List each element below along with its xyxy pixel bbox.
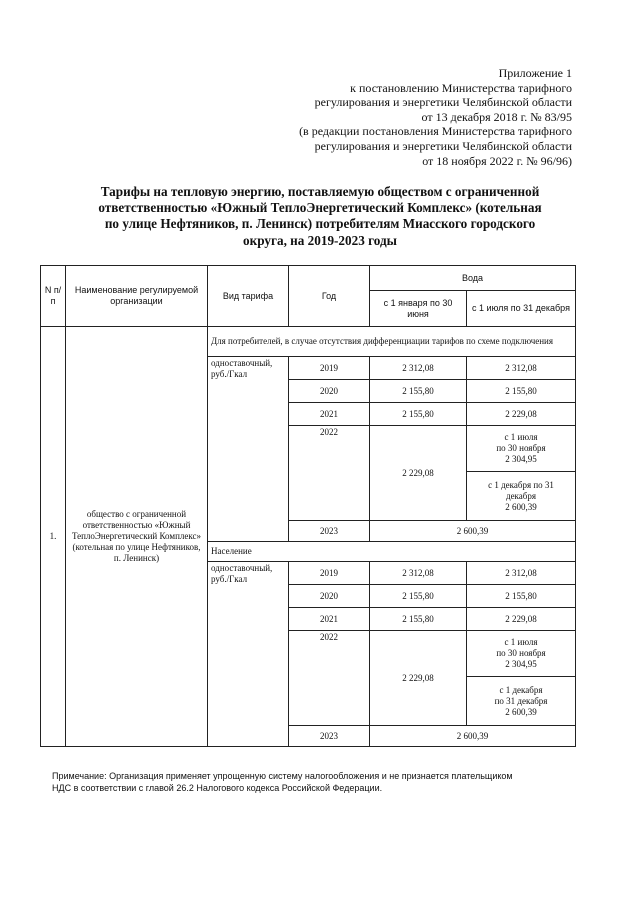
year-cell: 2021 — [289, 403, 370, 426]
value-cell-split — [467, 472, 576, 521]
value-cell: 2 600,39 — [370, 726, 576, 747]
title-line: Тарифы на тепловую энергию, поставляемую обществом с ограниченной — [100, 184, 540, 199]
period-value: 2 600,39 — [505, 706, 537, 717]
year-cell: 2021 — [289, 608, 370, 631]
table-row — [41, 327, 576, 357]
section-heading: Население — [208, 542, 576, 562]
value-cell: 2 155,80 — [467, 380, 576, 403]
table-header-row — [41, 266, 576, 291]
year-cell: 2019 — [289, 562, 370, 585]
title-line: по улице Нефтяников, п. Ленинск) потребителям Миасского городского — [104, 216, 536, 232]
col-header-water: Вода — [370, 266, 576, 291]
year-cell: 2022 — [289, 631, 370, 726]
footnote-line: НДС в соответствии с главой 26.2 Налогового кодекса Российской Федерации. — [52, 782, 383, 793]
appendix-header — [272, 66, 572, 168]
tariff-table — [40, 265, 576, 747]
period-label: с 1 декабря по 31 — [488, 479, 554, 490]
value-cell-split — [467, 677, 576, 726]
year-cell: 2020 — [289, 585, 370, 608]
period-label: с 1 июля — [504, 637, 538, 647]
value-cell: 2 155,80 — [370, 608, 467, 631]
value-cell-split — [467, 426, 576, 472]
value-cell: 2 229,08 — [370, 631, 467, 726]
value-cell: 2 229,08 — [467, 608, 576, 631]
footnote — [52, 771, 582, 794]
title-line: ответственностью «Южный ТеплоЭнергетический Комплекс» (котельная — [98, 200, 542, 216]
value-cell: 2 312,08 — [370, 357, 467, 380]
value-cell-split — [467, 631, 576, 677]
header-line: Приложение 1 — [498, 66, 572, 80]
header-line: от 13 декабря 2018 г. № 83/95 — [421, 109, 572, 124]
section-heading: Для потребителей, в случае отсутствия дифференциации тарифов по схеме подключения — [208, 327, 576, 357]
value-cell: 2 155,80 — [370, 585, 467, 608]
value-cell: 2 155,80 — [370, 403, 467, 426]
row-number: 1. — [41, 327, 66, 747]
col-header-second-half: с 1 июля по 31 декабря — [467, 291, 576, 327]
col-header-tariff-type: Вид тарифа — [208, 266, 289, 327]
tariff-type: одноставочный, руб./Гкал — [208, 562, 289, 747]
col-header-year: Год — [289, 266, 370, 327]
value-cell: 2 600,39 — [370, 521, 576, 542]
year-cell: 2023 — [289, 521, 370, 542]
header-line: регулирования и энергетики Челябинской области — [314, 95, 572, 110]
year-cell: 2020 — [289, 380, 370, 403]
period-value: 2 600,39 — [505, 501, 537, 512]
value-cell: 2 312,08 — [467, 357, 576, 380]
period-label: с 1 декабря — [499, 684, 543, 695]
header-line: регулирования и энергетики Челябинской области — [314, 138, 572, 153]
value-cell: 2 155,80 — [370, 380, 467, 403]
title-line: округа, на 2019-2023 годы — [243, 232, 397, 248]
period-value: 2 304,95 — [505, 454, 537, 464]
year-cell: 2019 — [289, 357, 370, 380]
period-value: 2 304,95 — [505, 659, 537, 669]
header-line: от 18 ноября 2022 г. № 96/96) — [422, 153, 572, 168]
col-header-organization: Наименование регулируемой организации — [66, 266, 208, 327]
year-cell: 2022 — [289, 426, 370, 521]
value-cell: 2 312,08 — [370, 562, 467, 585]
period-label: по 30 ноября — [496, 443, 546, 453]
period-label: с 1 июля — [504, 432, 538, 442]
year-cell: 2023 — [289, 726, 370, 747]
col-header-first-half: с 1 января по 30 июня — [370, 291, 467, 327]
organization-name: общество с ограниченной ответственностью «Южный ТеплоЭнергетический Комплекс» (котельная по улице Нефтяников, п. Ленинск) — [66, 327, 208, 747]
footnote-line: Примечание: Организация применяет упрощенную систему налогообложения и не признается плательщиком — [52, 771, 513, 781]
tariff-type: одноставочный, руб./Гкал — [208, 357, 289, 542]
period-label: по 30 ноября — [496, 648, 546, 658]
header-line: к постановлению Министерства тарифного — [350, 80, 572, 95]
col-header-number: N п/п — [41, 266, 66, 327]
period-label: декабря — [505, 490, 537, 501]
value-cell: 2 229,08 — [467, 403, 576, 426]
period-label: по 31 декабря — [494, 695, 548, 706]
header-line: (в редакции постановления Министерства тарифного — [299, 124, 572, 139]
value-cell: 2 155,80 — [467, 585, 576, 608]
value-cell: 2 229,08 — [370, 426, 467, 521]
document-title — [40, 184, 600, 249]
value-cell: 2 312,08 — [467, 562, 576, 585]
